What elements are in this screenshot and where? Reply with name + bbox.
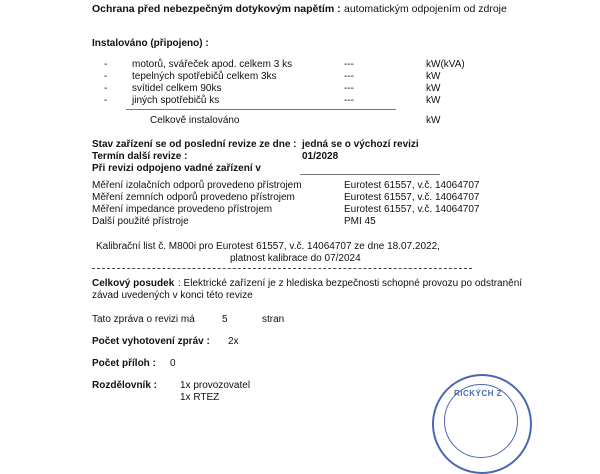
verdict-line1: : Elektrické zařízení je z hlediska bezpečnosti schopné provozu po odstranění [178,278,523,289]
measurement-device: Eurotest 61557, v.č. 14064707 [344,204,480,215]
installed-total-label: Celkově instalováno [150,115,240,126]
protection-label: Ochrana před nebezpečným dotykovým napětím : [92,3,341,15]
installed-row-text: svítidel celkem 90ks [132,83,222,94]
measurement-device: PMI 45 [344,216,376,227]
installed-row-unit: kW [426,95,441,106]
distribution-label: Rozdělovník : [92,380,158,391]
verdict-line2: závad uvedených v konci této revize [92,290,253,301]
calibration-line1: Kalibrační list č. M800i pro Eurotest 61557, v.č. 14064707 ze dne 18.07.2022, [96,241,440,252]
measurement-text: Měření zemních odporů provedeno přístrojem [92,192,295,203]
installed-bullet: - [104,71,108,82]
measurement-text: Měření izolačních odporů provedeno přístrojem [92,180,302,191]
stamp-text: RICKÝCH Z [454,389,503,398]
calibration-line2: platnost kalibrace do 07/2024 [230,253,361,264]
pages-label: Tato zpráva o revizi má [92,314,195,325]
pages-value: 5 [222,314,228,325]
next-revision-value: 01/2028 [302,151,339,162]
protection-value: automatickým odpojením od zdroje [344,3,507,15]
attachments-value: 0 [170,358,176,369]
installed-row-dash: --- [344,59,354,70]
installed-total-unit: kW [426,115,441,126]
disconnected-blank-line [300,174,440,175]
installed-row-unit: kW [426,83,441,94]
attachments-label: Počet příloh : [92,358,156,369]
verdict-label: Celkový posudek [92,278,175,289]
state-label: Stav zařízení se od poslední revize ze dne : [92,139,297,150]
section-divider [92,268,472,269]
installed-row-unit: kW(kVA) [426,59,465,70]
installed-row-dash: --- [344,71,354,82]
measurement-text: Další použité přístroje [92,216,189,227]
state-value: jedná se o výchozí revizi [302,139,419,150]
installed-row-dash: --- [344,83,354,94]
installed-bullet: - [104,95,108,106]
distribution-item: 1x RTEZ [180,392,220,403]
copies-label: Počet vyhotovení zpráv : [92,336,210,347]
pages-unit: stran [262,314,285,325]
installed-row-text: jiných spotřebičů ks [132,95,220,106]
next-revision-label: Termín další revize : [92,151,188,162]
installed-row-text: tepelných spotřebičů celkem 3ks [132,71,277,82]
measurement-device: Eurotest 61557, v.č. 14064707 [344,192,480,203]
measurement-text: Měření impedance provedeno přístrojem [92,204,273,215]
distribution-item: 1x provozovatel [180,380,251,391]
installed-heading: Instalováno (připojeno) : [92,38,209,49]
installed-bullet: - [104,59,108,70]
official-stamp [432,374,532,474]
total-separator [126,109,396,110]
installed-bullet: - [104,83,108,94]
disconnected-label: Při revizi odpojeno vadné zařízení v [92,163,261,174]
copies-value: 2x [228,336,239,347]
measurement-device: Eurotest 61557, v.č. 14064707 [344,180,480,191]
installed-row-dash: --- [344,95,354,106]
installed-row-unit: kW [426,71,441,82]
installed-row-text: motorů, svářeček apod. celkem 3 ks [132,59,293,70]
